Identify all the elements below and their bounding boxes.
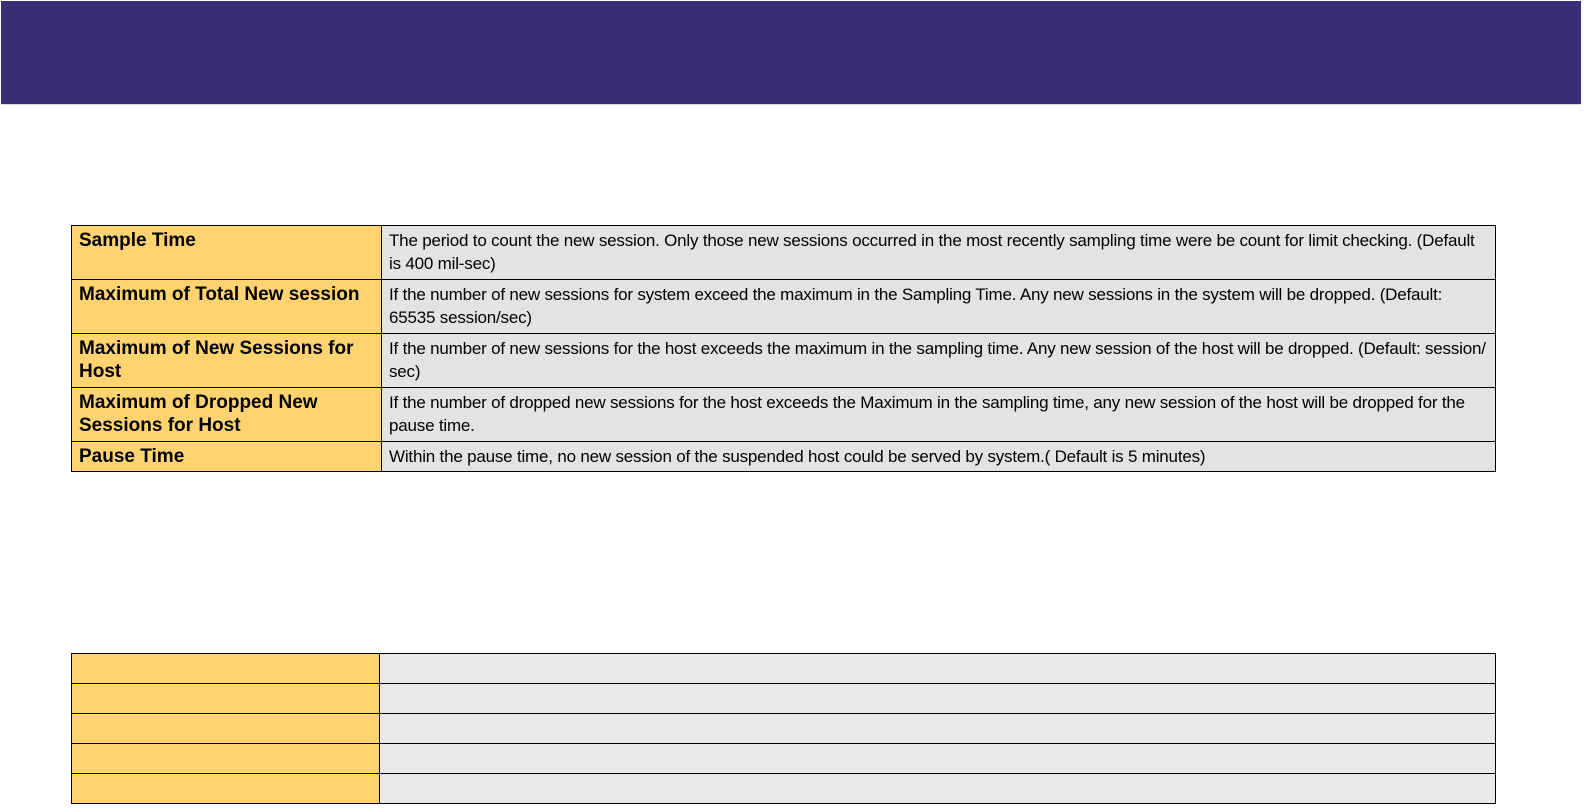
empty-label-cell: [72, 684, 380, 714]
empty-description-cell: [380, 654, 1496, 684]
table-row: [72, 714, 1496, 744]
parameter-description: The period to count the new session. Only those new sessions occurred in the most recently sampling time were be count for limit checking. (Default is 400 mil-sec): [382, 226, 1496, 280]
table-row: [72, 388, 1496, 442]
table-row: [72, 334, 1496, 388]
header-bar: [1, 1, 1581, 105]
parameter-description: If the number of new sessions for the host exceeds the maximum in the sampling time. Any new session of the host will be dropped. (Default: session/ sec): [382, 334, 1496, 388]
parameter-description: Within the pause time, no new session of the suspended host could be served by system.( Default is 5 minutes): [382, 442, 1496, 472]
parameter-label: Maximum of Total New session: [72, 280, 382, 334]
parameter-label: Maximum of Dropped New Sessions for Host: [72, 388, 382, 442]
parameter-label: Maximum of New Sessions for Host: [72, 334, 382, 388]
parameter-description: If the number of new sessions for system exceed the maximum in the Sampling Time. Any new sessions in the system will be dropped. (Default: 65535 session/sec): [382, 280, 1496, 334]
empty-label-cell: [72, 714, 380, 744]
table-row: [72, 684, 1496, 714]
empty-label-cell: [72, 654, 380, 684]
empty-description-cell: [380, 714, 1496, 744]
parameters-table: [71, 225, 1496, 472]
parameter-description: If the number of dropped new sessions for the host exceeds the Maximum in the sampling time, any new session of the host will be dropped for the pause time.: [382, 388, 1496, 442]
empty-label-cell: [72, 774, 380, 804]
table-row: [72, 744, 1496, 774]
empty-description-cell: [380, 744, 1496, 774]
empty-label-cell: [72, 744, 380, 774]
parameter-label: Sample Time: [72, 226, 382, 280]
table-row: [72, 774, 1496, 804]
empty-table: [71, 653, 1496, 804]
table-row: [72, 442, 1496, 472]
parameter-label: Pause Time: [72, 442, 382, 472]
table-row: [72, 280, 1496, 334]
table-row: [72, 226, 1496, 280]
table-row: [72, 654, 1496, 684]
empty-description-cell: [380, 684, 1496, 714]
empty-description-cell: [380, 774, 1496, 804]
